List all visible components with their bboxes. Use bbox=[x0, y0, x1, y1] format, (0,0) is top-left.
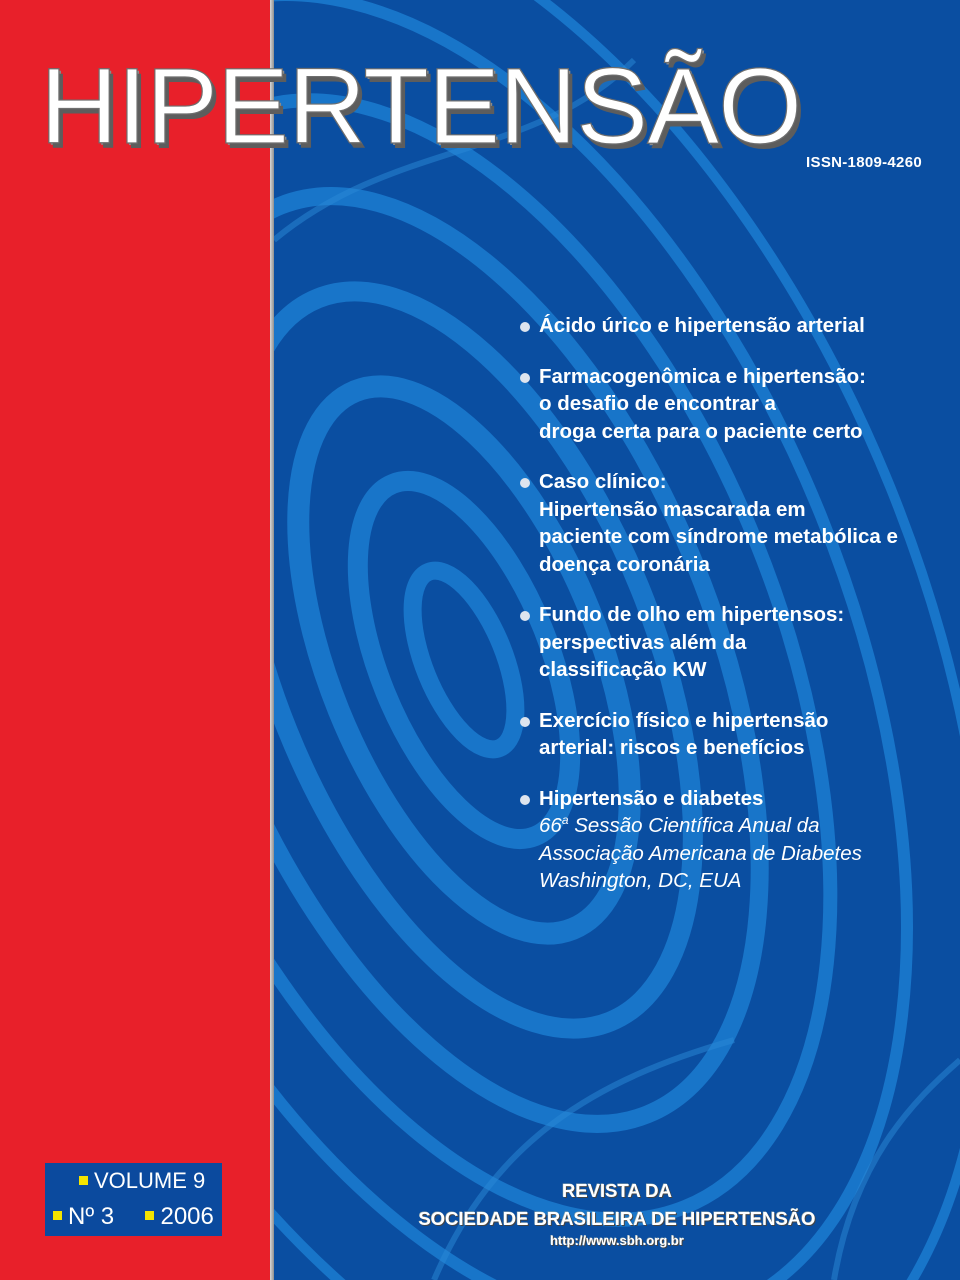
magazine-title: HIPERTENSÃO bbox=[40, 45, 802, 166]
bullet-icon bbox=[520, 611, 530, 621]
yellow-square-icon bbox=[79, 1176, 88, 1185]
bullet-icon bbox=[520, 478, 530, 488]
toc-item-line: Hipertensão e diabetes bbox=[539, 786, 764, 810]
red-panel bbox=[0, 0, 270, 1280]
toc-item-line: perspectivas além da bbox=[539, 630, 747, 654]
ordinal-superscript: a bbox=[561, 813, 569, 828]
volume-row bbox=[79, 1168, 205, 1194]
bullet-icon bbox=[520, 322, 530, 332]
toc-item-line: Caso clínico: bbox=[539, 470, 667, 493]
session-text: Sessão Científica Anual da bbox=[568, 814, 820, 837]
website-link[interactable]: http://www.sbh.org.br bbox=[550, 1233, 684, 1248]
toc-item-line: Hipertensão mascarada em bbox=[539, 497, 806, 521]
toc-item-line: classificação KW bbox=[539, 658, 707, 681]
toc-item-line: Ácido úrico e hipertensão arterial bbox=[539, 314, 865, 337]
bullet-icon bbox=[520, 373, 530, 383]
bullet-icon bbox=[520, 717, 530, 727]
toc-item-subline: Associação Americana de Diabetes bbox=[539, 841, 862, 865]
toc-item-line: o desafio de encontrar a bbox=[539, 392, 776, 415]
toc-item-caso-clinico[interactable] bbox=[518, 468, 938, 578]
volume-box bbox=[45, 1163, 222, 1236]
toc-item-acido-urico[interactable] bbox=[518, 312, 938, 340]
volume-label: VOLUME 9 bbox=[94, 1168, 206, 1193]
toc-item-line: doença coronária bbox=[539, 552, 710, 576]
toc-item-subline: Washington, DC, EUA bbox=[539, 869, 742, 892]
toc-item-line: Fundo de olho em hipertensos: bbox=[539, 603, 845, 626]
toc-item-farmacogenomica[interactable] bbox=[518, 363, 938, 446]
publisher-line-2: SOCIEDADE BRASILEIRA DE HIPERTENSÃO bbox=[418, 1208, 816, 1229]
issn-number: ISSN-1809-4260 bbox=[806, 154, 922, 171]
table-of-contents bbox=[518, 312, 938, 918]
toc-item-line: Farmacogenômica e hipertensão: bbox=[539, 364, 866, 388]
publisher-line-1: REVISTA DA bbox=[562, 1180, 672, 1201]
toc-item-fundo-de-olho[interactable] bbox=[518, 601, 938, 684]
issue-number: Nº 3 bbox=[68, 1203, 115, 1230]
toc-item-exercicio-fisico[interactable] bbox=[518, 707, 938, 762]
session-number: 66 bbox=[539, 814, 562, 837]
toc-item-line: Exercício físico e hipertensão bbox=[539, 708, 829, 732]
toc-item-subline bbox=[539, 812, 938, 840]
toc-item-hipertensao-diabetes[interactable] bbox=[518, 785, 938, 895]
toc-item-line: paciente com síndrome metabólica e bbox=[539, 525, 898, 548]
yellow-square-icon bbox=[145, 1211, 154, 1220]
toc-item-line: droga certa para o paciente certo bbox=[539, 419, 863, 443]
issue-year: 2006 bbox=[160, 1203, 214, 1230]
issue-row bbox=[53, 1203, 214, 1231]
toc-item-line: arterial: riscos e benefícios bbox=[539, 736, 805, 759]
bullet-icon bbox=[520, 795, 530, 805]
yellow-square-icon bbox=[53, 1211, 62, 1220]
